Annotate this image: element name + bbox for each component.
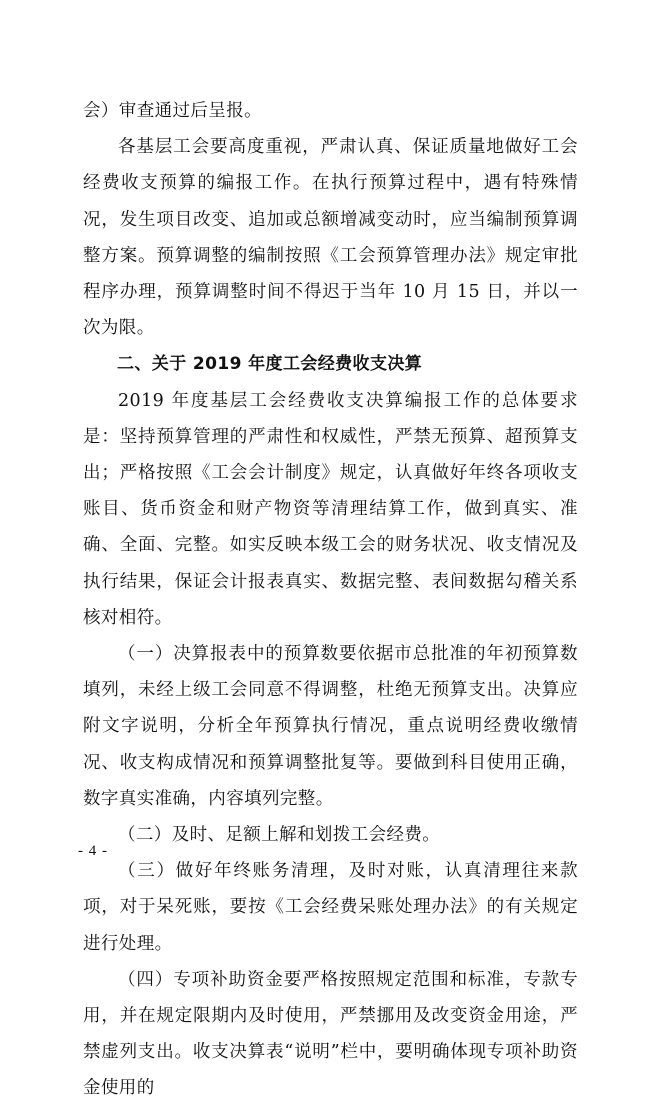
paragraph-item-4: （四）专项补助资金要严格按照规定范围和标准，专款专用，并在规定限期内及时使用，严禁挪用及改变资金用途，严禁虚列支出。收支决算表“说明”栏中，要明确体现专项补助资金使用的 bbox=[83, 969, 578, 1099]
paragraph-item-3: （三）做好年终账务清理，及时对账，认真清理往来款项，对于呆死账，要按《工会经费呆账处理办法》的有关规定进行处理。 bbox=[83, 861, 578, 954]
page-number: - 4 - bbox=[78, 843, 108, 859]
paragraph-budget-requirements: 各基层工会要高度重视，严肃认真、保证质量地做好工会经费收支预算的编报工作。在执行预算过程中，遇有特殊情况，发生项目改变、追加或总额增减变动时，应当编制预算调整方案。预算调整的编制按照《工会预算管理办法》规定审批程序办理，预算调整时间不得迟于当年 10 月 15 日，并以一次为限。 bbox=[83, 137, 578, 339]
paragraph-item-2: （二）及时、足额上解和划拨工会经费。 bbox=[118, 825, 441, 846]
paragraph-continuation: 会）审查通过后呈报。 bbox=[83, 101, 262, 121]
paragraph-item-1: （一）决算报表中的预算数要依据市总批准的年初预算数填列，未经上级工会同意不得调整，杜绝无预算支出。决算应附文字说明，分析全年预算执行情况，重点说明经费收缴情况、收支构成情况和预算调整批复等。要做到科目使用正确，数字真实准确，内容填列完整。 bbox=[83, 644, 578, 809]
paragraph-overall-requirements: 2019 年度基层工会经费收支决算编报工作的总体要求是：坚持预算管理的严肃性和权威性，严禁无预算、超预算支出；严格按照《工会会计制度》规定，认真做好年终各项收支账目、货币资金和财产物资等清理结算工作，做到真实、准确、全面、完整。如实反映本级工会的财务状况、收支情况及执行结果，保证会计报表真实、数据完整、表间数据勾稽关系核对相符。 bbox=[83, 390, 578, 628]
page-body bbox=[83, 93, 578, 1107]
section-heading-final-accounts: 二、关于 2019 年度工会经费收支决算 bbox=[117, 354, 423, 375]
